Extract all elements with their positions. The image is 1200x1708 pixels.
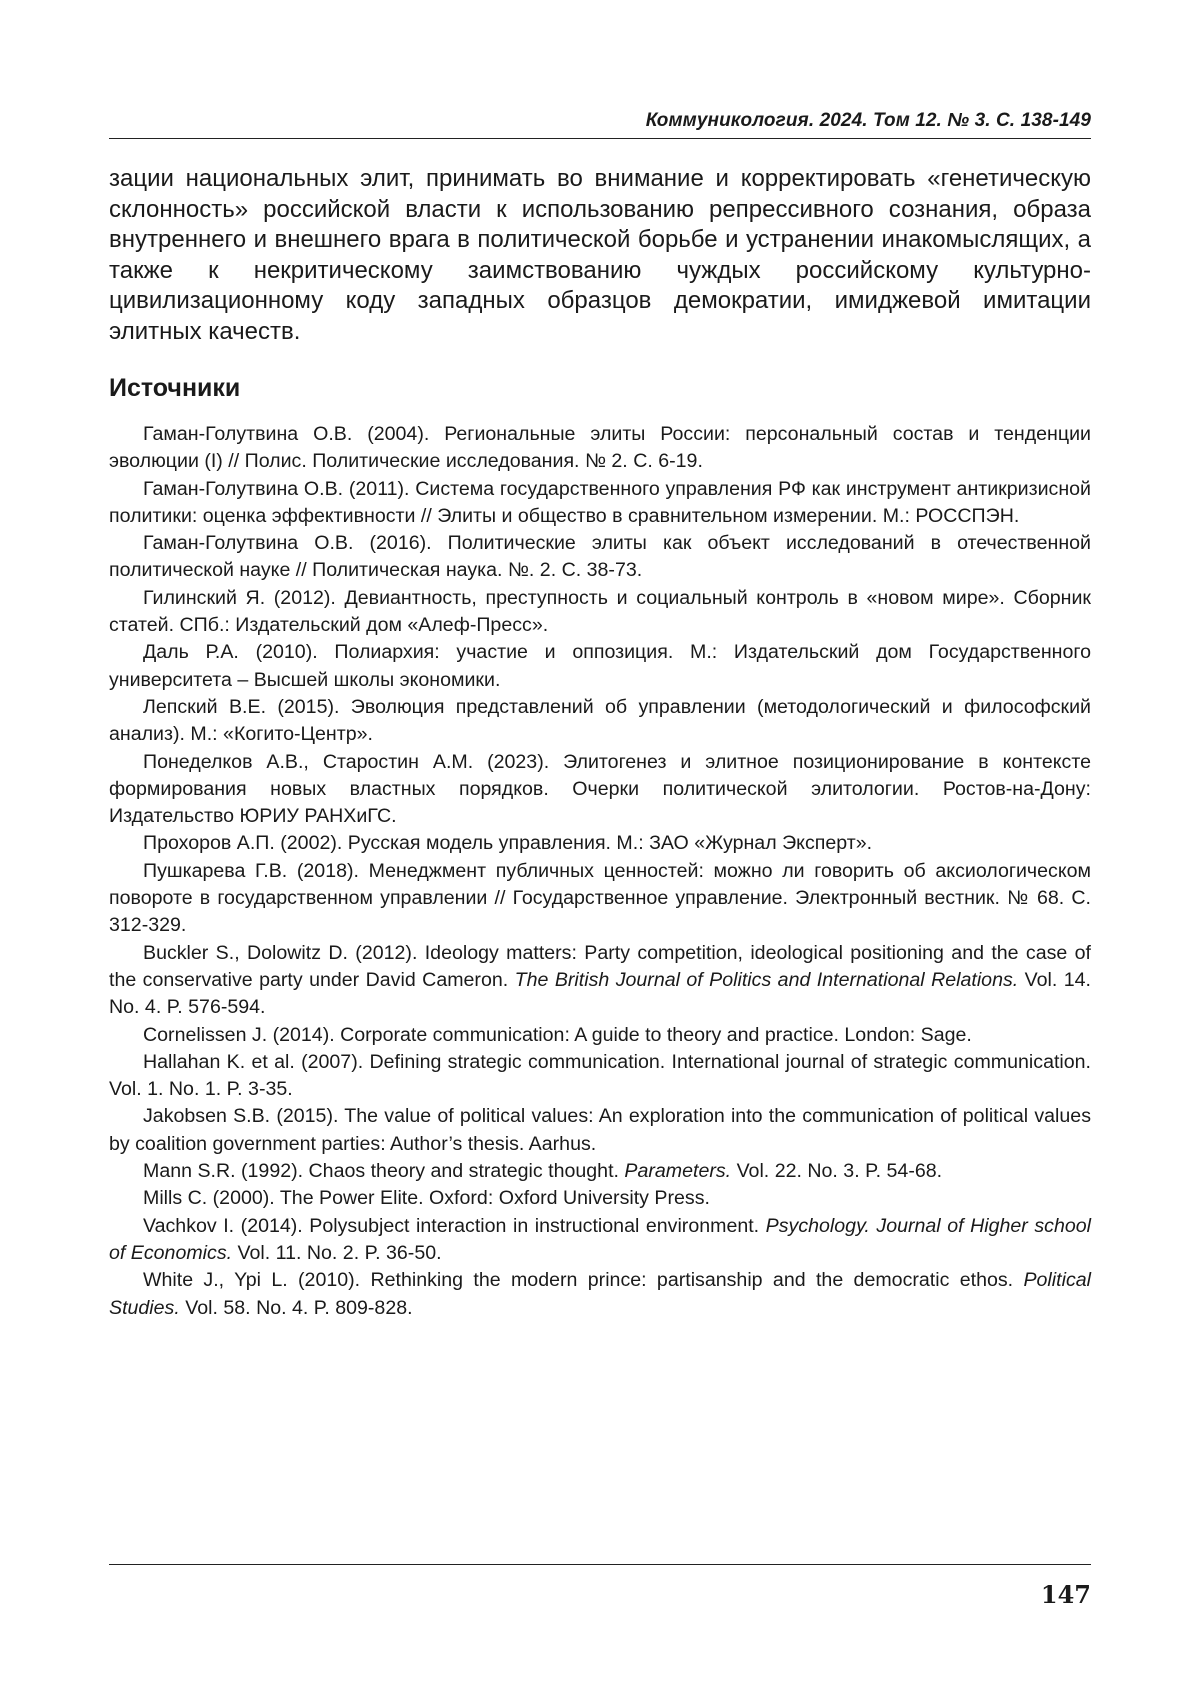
sources-heading: Источники <box>109 374 241 402</box>
reference-source-title: Political Studies. <box>109 1269 1091 1319</box>
reference-item <box>109 1049 1091 1104</box>
reference-text: Гаман-Голутвина О.В. (2004). Региональные элиты России: персональный состав и тенденции эволюции (I) // Полис. Политические исследования. № 2. С. 6-19. <box>109 423 1091 473</box>
reference-source-title: Psychology. Journal of Higher school of Economics. <box>109 1214 1091 1264</box>
reference-text: Hallahan K. et al. (2007). Defining strategic communication. International journal of strategic communication. Vol. 1. No. 1. P. 3-35. <box>109 1050 1091 1101</box>
reference-text: White J., Ypi L. (2010). Rethinking the modern prince: partisanship and the democratic ethos. <box>143 1269 1024 1292</box>
reference-item <box>109 1213 1091 1268</box>
reference-text: Гилинский Я. (2012). Девиантность, преступность и социальный контроль в «новом мире». Сборник статей. СПб.: Издательский дом «Алеф-Пресс». <box>109 586 1091 637</box>
reference-item <box>109 476 1091 531</box>
reference-text: Vachkov I. (2014). Polysubject interaction in instructional environment. <box>143 1214 766 1237</box>
footer-rule <box>109 1564 1091 1565</box>
reference-item <box>109 1103 1091 1158</box>
reference-text: Прохоров А.П. (2002). Русская модель управления. М.: ЗАО «Журнал Эксперт». <box>143 832 873 855</box>
reference-text: Vol. 11. No. 2. P. 36-50. <box>232 1241 442 1264</box>
reference-text: Vol. 22. No. 3. P. 54-68. <box>731 1160 943 1183</box>
reference-text: Пушкарева Г.В. (2018). Менеджмент публичных ценностей: можно ли говорить об аксиологическом повороте в государственном управлении // Государственное управление. Электронный вестник. № 68. С. 312-329. <box>109 859 1091 937</box>
reference-text: Даль Р.А. (2010). Полиархия: участие и оппозиция. М.: Издательский дом Государственного университета – Высшей школы экономики. <box>109 641 1091 691</box>
reference-item <box>109 1022 1091 1049</box>
reference-item <box>109 639 1091 694</box>
reference-item <box>109 858 1091 940</box>
reference-text: Гаман-Голутвина О.В. (2011). Система государственного управления РФ как инструмент антикризисной политики: оценка эффективности // Элиты и общество в сравнительном измерении. М.: РОССПЭН. <box>109 477 1091 527</box>
reference-item <box>109 1158 1091 1185</box>
reference-source-title: The British Journal of Politics and International Relations. <box>514 968 1019 991</box>
reference-item <box>109 530 1091 585</box>
reference-text: Лепский В.Е. (2015). Эволюция представлений об управлении (методологический и философский анализ). М.: «Когито-Центр». <box>109 695 1091 746</box>
reference-text: Vol. 14. No. 4. P. 576-594. <box>109 968 1092 1019</box>
reference-source-title: Parameters. <box>624 1160 732 1183</box>
reference-list <box>109 421 1091 1322</box>
header-rule <box>109 138 1091 139</box>
reference-item <box>109 1185 1091 1212</box>
page-number: 147 <box>1040 1580 1091 1609</box>
journal-page <box>109 0 1091 1708</box>
reference-text: Jakobsen S.B. (2015). The value of political values: An exploration into the communication of political values by coalition government parties: Author’s thesis. Aarhus. <box>109 1105 1091 1155</box>
reference-item <box>109 585 1091 640</box>
reference-item <box>109 421 1091 476</box>
reference-item <box>109 694 1091 749</box>
reference-item <box>109 749 1091 831</box>
reference-item <box>109 830 1091 857</box>
reference-text: Cornelissen J. (2014). Corporate communication: A guide to theory and practice. London: Sage. <box>143 1023 972 1046</box>
body-paragraph: зации национальных элит, принимать во внимание и корректировать «генетическую склонность» российской власти к использованию репрессивного сознания, образа внутреннего и внешнего врага в политической борьбе и устранении инакомыслящих, а также к некритическому заимствованию чуждых российскому культурно-цивилизационному коду западных образцов демократии, имиджевой имитации элитных качеств. <box>109 165 1091 345</box>
reference-text: Mann S.R. (1992). Chaos theory and strategic thought. <box>143 1160 625 1183</box>
reference-text: Понеделков А.В., Старостин А.М. (2023). Элитогенез и элитное позиционирование в контексте формирования новых властных порядков. Очерки политической элитологии. Ростов-на-Дону: Издательство ЮРИУ РАНХиГС. <box>109 750 1091 828</box>
reference-text: Гаман-Голутвина О.В. (2016). Политические элиты как объект исследований в отечественной политической науке // Политическая наука. №. 2. С. 38-73. <box>109 532 1091 582</box>
reference-item <box>109 1267 1091 1322</box>
reference-item <box>109 940 1091 1022</box>
reference-text: Vol. 58. No. 4. P. 809-828. <box>179 1296 413 1319</box>
reference-text: Buckler S., Dolowitz D. (2012). Ideology matters: Party competition, ideological positioning and the case of the conservative party under David Cameron. <box>109 941 1091 991</box>
running-header: Коммуникология. 2024. Том 12. № 3. С. 138-149 <box>645 110 1091 131</box>
reference-text: Mills C. (2000). The Power Elite. Oxford: Oxford University Press. <box>143 1187 710 1210</box>
